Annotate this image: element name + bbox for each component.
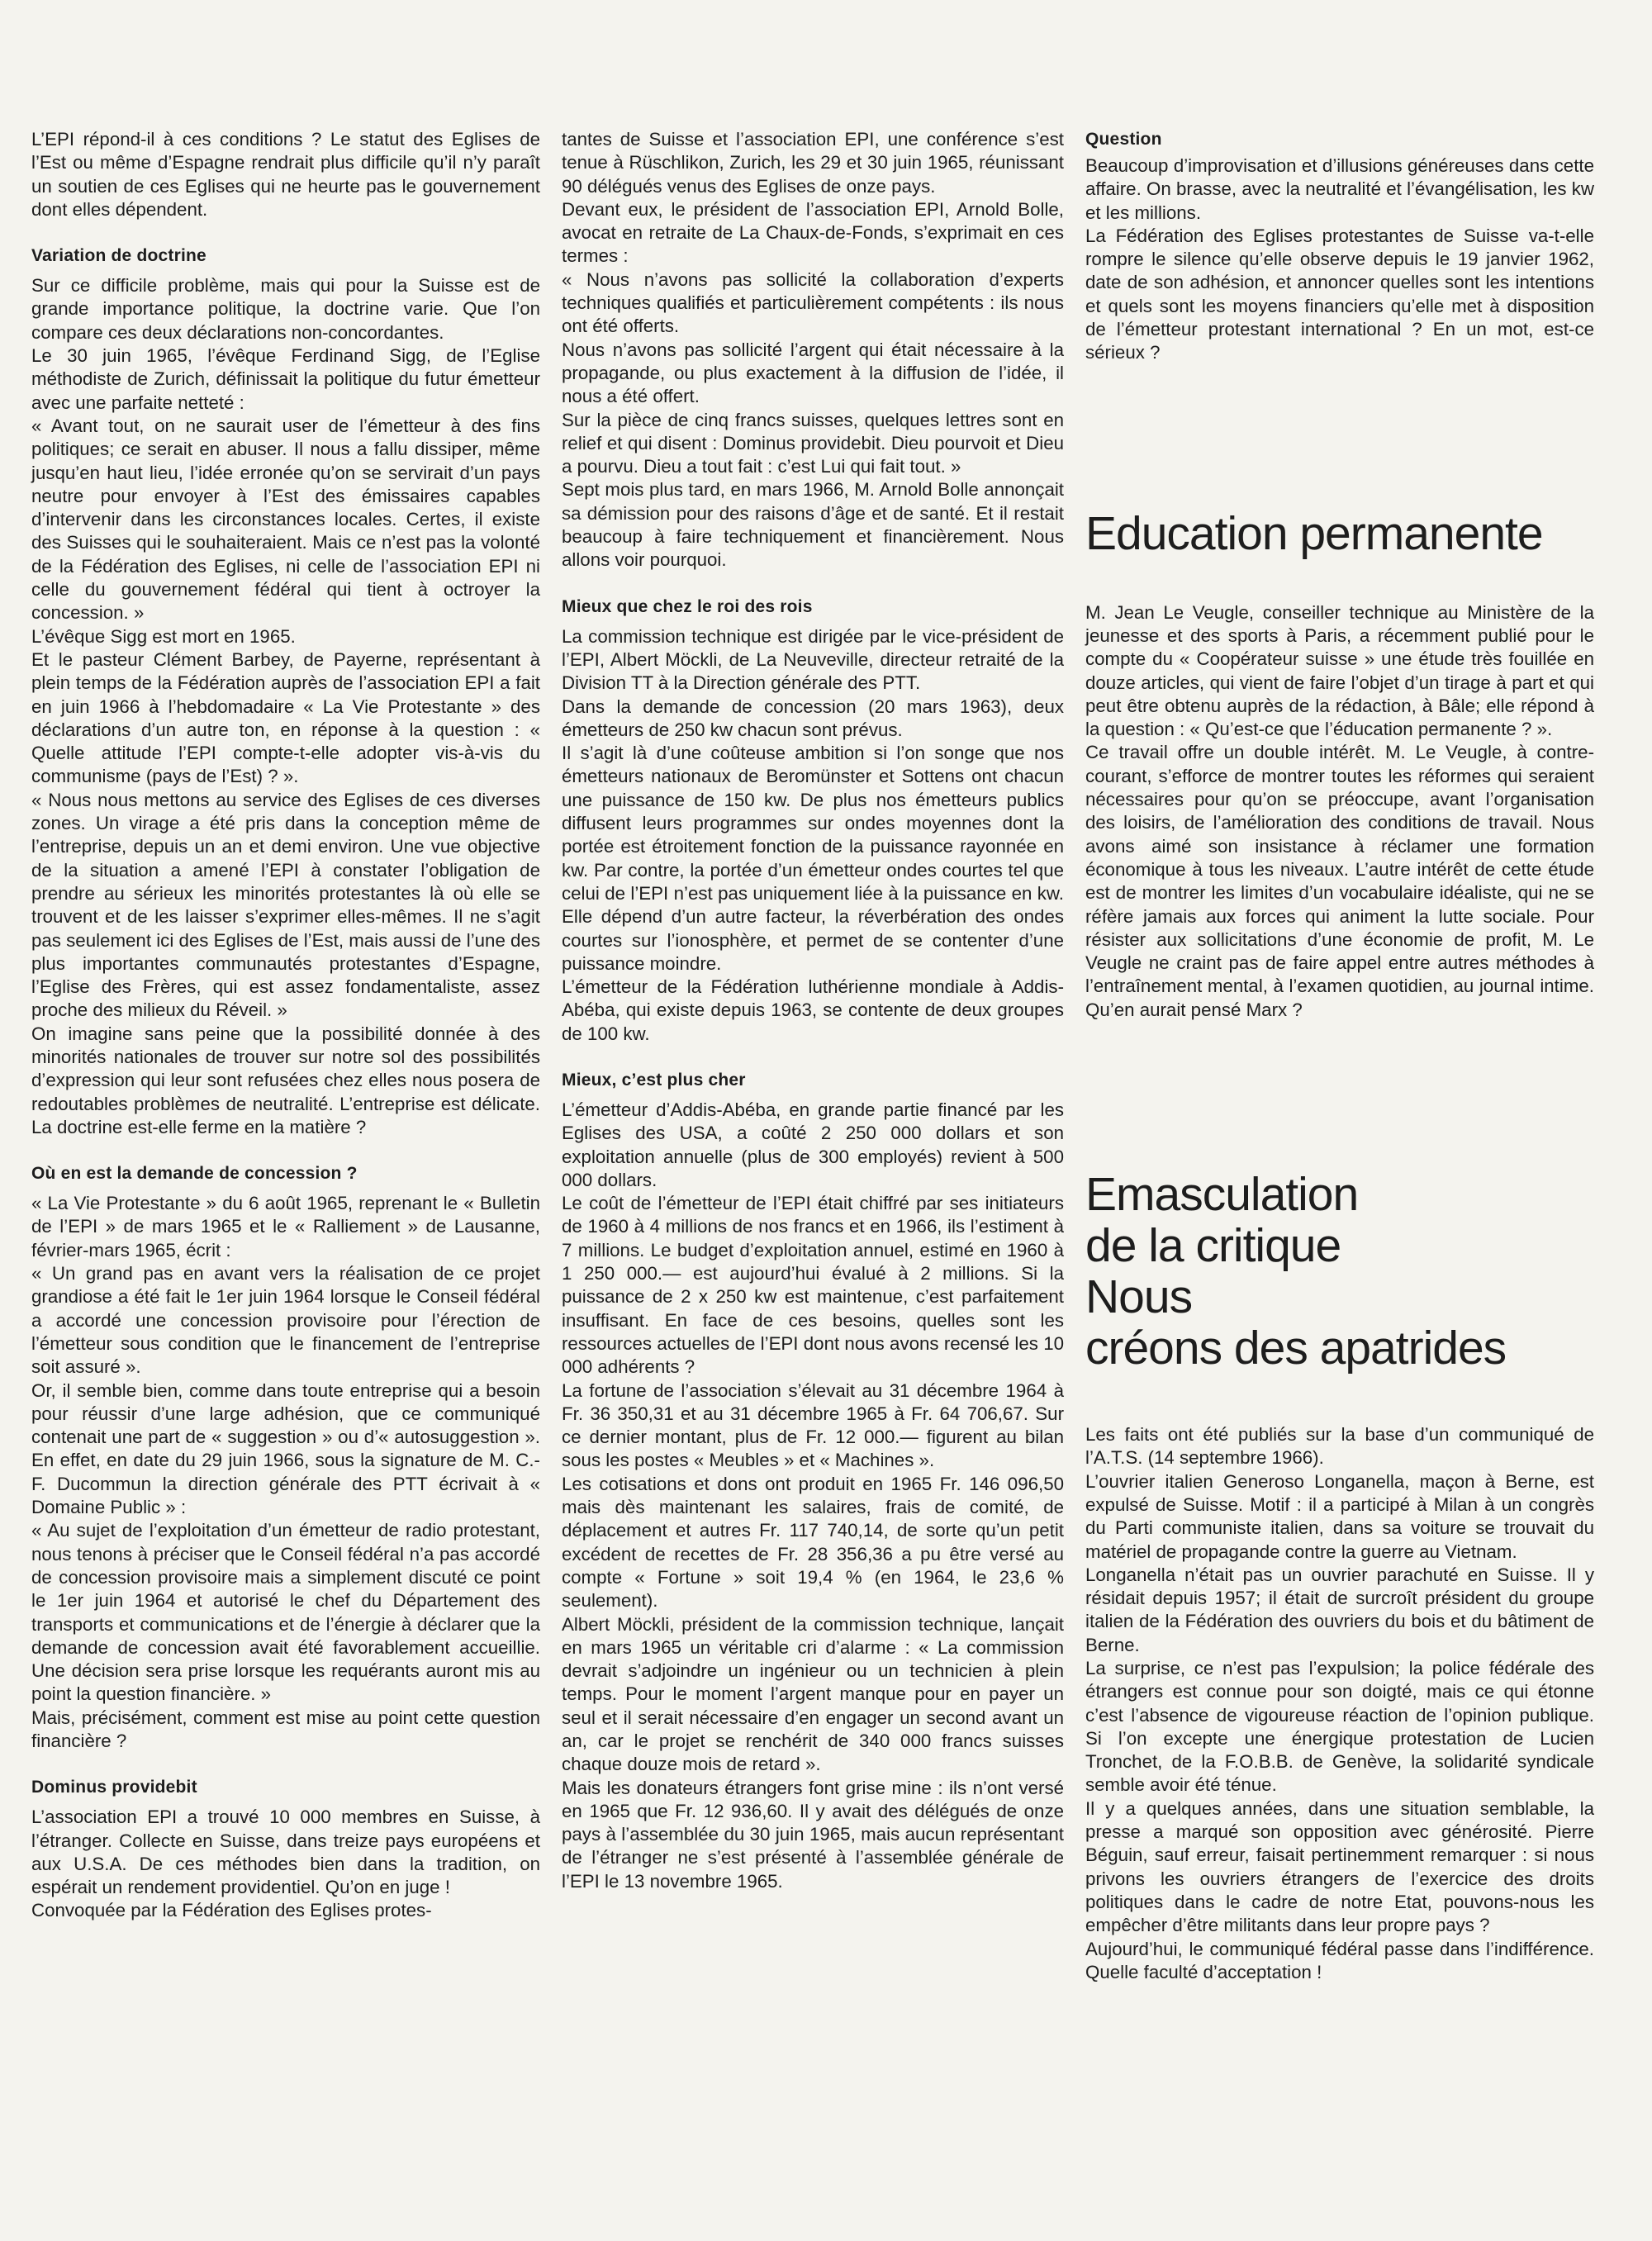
paragraph: Mais, précisément, comment est mise au point cette question financière ? (31, 1707, 540, 1751)
paragraph: Ce travail offre un double intérêt. M. Le Veugle, à contre-courant, s’efforce de montrer toutes les réformes qui seraient nécessaires pour qu’on se préoccupe, avant l’organisation des loisirs, de l’amélioration des conditions de travail. Nous avons aimé son insistance à réclamer une formation économique à tous les niveaux. L’autre intérêt de cette étude est de montrer les limites d’un vocabulaire idéaliste, qui ne se réfère jamais aux forces qui animent la lutte sociale. Pour résister aux sollicitations d’une économie de profit, M. Le Veugle ne craint pas de faire appel entre autres méthodes à l’entraînement mental, à l’examen quotidien, au journal intime. Qu’en aurait pensé Marx ? (1085, 742, 1594, 1020)
paragraph: L’EPI répond-il à ces conditions ? Le statut des Eglises de l’Est ou même d’Espagne rendrait plus difficile qu’il n’y paraît un soutien de ces Eglises qui ne heurte pas le gouvernement dont elles dépendent. (31, 129, 540, 220)
paragraph: « La Vie Protestante » du 6 août 1965, reprenant le « Bulletin de l’EPI » de mars 1965 et le « Ralliement » de Lausanne, février-mars 1965, écrit : (31, 1193, 540, 1261)
paragraph: Sur ce difficile problème, mais qui pour la Suisse est de grande importance politique, la doctrine varie. Que l’on compare ces deux déclarations non-concordantes. (31, 275, 540, 343)
section-subheading: Dominus providebit (31, 1778, 197, 1797)
headline-line: créons des apatrides (1085, 1322, 1507, 1375)
paragraph: « Un grand pas en avant vers la réalisation de ce projet grandiose a été fait le 1er juin 1964 lorsque le Conseil fédéral a accordé une concession provisoire pour l’érection de l’émetteur sous condition que le financement de l’entreprise soit assuré ». (31, 1263, 540, 1378)
paragraph: Albert Möckli, président de la commission technique, lançait en mars 1965 un véritable cri d’alarme : « La commission devrait s’adjoindre un ingénieur ou un technicien à plein temps. Pour le moment l’argent manque pour en payer un seul et il serait nécessaire d’en engager un second avant un an, car le projet se renchérit de 340 000 francs suisses chaque douze mois de retard ». (562, 1613, 1064, 1775)
column-middle (562, 128, 1064, 1893)
paragraph: Les faits ont été publiés sur la base d’un communiqué de l’A.T.S. (14 septembre 1966). (1085, 1424, 1594, 1469)
paragraph: L’émetteur d’Addis-Abéba, en grande partie financé par les Eglises des USA, a coûté 2 250 000 dollars et son exploitation annuelle (plus de 300 employés) revient à 500 000 dollars. (562, 1099, 1064, 1190)
paragraph: L’association EPI a trouvé 10 000 membres en Suisse, à l’étranger. Collecte en Suisse, dans treize pays européens et aux U.S.A. De ces méthodes bien dans la tradition, on espérait un rendement providentiel. Qu’on en juge ! (31, 1807, 540, 1898)
paragraph: On imagine sans peine que la possibilité donnée à des minorités nationales de trouver sur notre sol des possibilités d’expression qui leur sont refusées chez elles nous posera de redoutables problèmes de neutralité. L’entreprise est délicate. La doctrine est-elle ferme en la matière ? (31, 1023, 540, 1137)
section-subheading: Mieux, c’est plus cher (562, 1070, 746, 1090)
paragraph: Mais les donateurs étrangers font grise mine : ils n’ont versé en 1965 que Fr. 12 936,60. Il y avait des délégués de onze pays à l’assemblée du 30 juin 1965, mais aucun représentant de l’étranger ne s’est présenté à l’assemblée générale de l’EPI le 13 novembre 1965. (562, 1777, 1064, 1892)
paragraph: L’ouvrier italien Generoso Longanella, maçon à Berne, est expulsé de Suisse. Motif : il a participé à Milan à un congrès du Parti communiste italien, dans sa voiture se trouvait du matériel de propagande contre la guerre au Vietnam. (1085, 1470, 1594, 1562)
section-subheading: Où en est la demande de concession ? (31, 1164, 358, 1184)
paragraph: « Avant tout, on ne saurait user de l’émetteur à des fins politiques; ce serait en abuser. Il nous a fallu dissiper, même jusqu’en haut lieu, l’idée erronée qu’on se servirait d’un pays neutre pour envoyer à l’Est des émissaires capables d’intervenir dans les circonstances locales. Certes, il existe des Suisses qui le souhaiteraient. Mais ce n’est pas la volonté de la Fédération des Eglises, ni celle de l’association EPI ni celle du gouvernement fédéral qui tient à octroyer la concession. » (31, 415, 540, 624)
section-subheading: Question (1085, 130, 1162, 149)
paragraph: Devant eux, le président de l’association EPI, Arnold Bolle, avocat en retraite de La Chaux-de-Fonds, s’exprimait en ces termes : (562, 198, 1064, 267)
paragraph: Or, il semble bien, comme dans toute entreprise qui a besoin pour réussir d’une large adhésion, que ce communiqué contenait une part de « suggestion » ou d’« autosuggestion ». En effet, en date du 29 juin 1966, sous la signature de M. C.-F. Ducommun la direction générale des PTT écrivait à « Domaine Public » : (31, 1379, 540, 1518)
headline-line: Nous (1085, 1270, 1193, 1324)
paragraph: Le 30 juin 1965, l’évêque Ferdinand Sigg, de l’Eglise méthodiste de Zurich, définissait la politique du futur émetteur avec une parfaite netteté : (31, 345, 540, 413)
paragraph: « Au sujet de l’exploitation d’un émetteur de radio protestant, nous tenons à préciser que le Conseil fédéral n’a pas accordé de concession provisoire mais a simplement discuté ce point le 1er juin 1964 et autorisé le chef du Département des transports et communications et de l’énergie à déclarer que la demande de concession avait été favorablement accueillie. Une décision sera prise lorsque les requérants auront mis au point la question financière. » (31, 1520, 540, 1705)
paragraph: « Nous n’avons pas sollicité la collaboration d’experts techniques qualifiés et particulièrement compétents : ils nous ont été offerts. (562, 268, 1064, 337)
article-headline: Education permanente (1085, 506, 1543, 560)
paragraph: Les cotisations et dons ont produit en 1965 Fr. 146 096,50 mais dès maintenant les salaires, frais de comité, de déplacement et autres Fr. 117 740,14, de sorte qu’un petit excédent de recettes de Fr. 28 356,36 a pu être versé au compte « Fortune » soit 19,4 % (en 1964, le 23,6 % seulement). (562, 1473, 1064, 1612)
article-headline (1085, 1169, 1594, 1374)
paragraph: Beaucoup d’improvisation et d’illusions généreuses dans cette affaire. On brasse, avec la neutralité et l’évangélisation, les kw et les millions. (1085, 155, 1594, 223)
section-subheading: Variation de doctrine (31, 246, 206, 266)
paragraph: Dans la demande de concession (20 mars 1963), deux émetteurs de 250 kw chacun sont prévus. (562, 696, 1064, 740)
paragraph: La Fédération des Eglises protestantes de Suisse va-t-elle rompre le silence qu’elle observe depuis le 19 janvier 1962, date de son adhésion, et annoncer quelles sont les intentions et quels sont les moyens financiers qu’elle met à disposition de l’émetteur protestant international ? En un mot, est-ce sérieux ? (1085, 225, 1594, 363)
paragraph: Aujourd’hui, le communiqué fédéral passe dans l’indifférence. Quelle faculté d’acceptation ! (1085, 1938, 1594, 1982)
paragraph: M. Jean Le Veugle, conseiller technique au Ministère de la jeunesse et des sports à Paris, a récemment publié pour le compte du « Coopérateur suisse » une étude très fouillée en douze articles, qui vient de faire l’objet d’un tirage à part et qui peut être obtenu auprès de la rédaction, à Bâle; elle répond à la question : « Qu’est-ce que l’éducation permanente ? ». (1085, 601, 1594, 740)
paragraph: Sur la pièce de cinq francs suisses, quelques lettres sont en relief et qui disent : Dominus providebit. Dieu pourvoit et Dieu a pourvu. Dieu a tout fait : c’est Lui qui fait tout. » (562, 409, 1064, 477)
headline-line: de la critique (1085, 1219, 1341, 1273)
column-left (31, 128, 540, 1923)
paragraph: Nous n’avons pas sollicité l’argent qui était nécessaire à la propagande, ou plus exactement à la diffusion de l’idée, il nous a été offert. (562, 339, 1064, 407)
column-right (1085, 128, 1594, 1984)
paragraph: Sept mois plus tard, en mars 1966, M. Arnold Bolle annonçait sa démission pour des raisons d’âge et de santé. Et il restait beaucoup à faire techniquement et financièrement. Nous allons voir pourquoi. (562, 479, 1064, 571)
paragraph: Le coût de l’émetteur de l’EPI était chiffré par ses initiateurs de 1960 à 4 millions de nos francs et en 1966, ils l’estiment à 7 millions. Le budget d’exploitation annuel, estimé en 1960 à 1 250 000.— est aujourd’hui évalué à 2 millions. Si la puissance de 2 x 250 kw est maintenue, c’est parfaitement insuffisant. En face de ces besoins, quelles sont les ressources actuelles de l’EPI dont nous avons recensé les 10 000 adhérents ? (562, 1193, 1064, 1378)
paragraph: Longanella n’était pas un ouvrier parachuté en Suisse. Il y résidait depuis 1957; il était de surcroît président du groupe italien de la Fédération des ouvriers du bois et du bâtiment de Berne. (1085, 1564, 1594, 1655)
paragraph: Et le pasteur Clément Barbey, de Payerne, représentant à plein temps de la Fédération auprès de l’association EPI a fait en juin 1966 à l’hebdomadaire « La Vie Protestante » des déclarations d’un autre ton, en réponse à la question : « Quelle attitude l’EPI compte-t-elle adopter vis-à-vis du communisme (pays de l’Est) ? ». (31, 648, 540, 787)
paragraph: La fortune de l’association s’élevait au 31 décembre 1964 à Fr. 36 350,31 et au 31 décembre 1965 à Fr. 64 706,67. Sur ce dernier montant, plus de Fr. 12 000.— figurent au bilan sous les postes « Meubles » et « Machines ». (562, 1379, 1064, 1471)
paragraph: Il s’agit là d’une coûteuse ambition si l’on songe que nos émetteurs nationaux de Beromünster et Sottens ont chacun une puissance de 150 kw. De plus nos émetteurs publics diffusent leurs programmes sur ondes moyennes dont la portée est étroitement fonction de la puissance rayonnée en kw. Par contre, la portée d’un émetteur ondes courtes tel que celui de l’EPI n’est pas uniquement liée à la puissance en kw. Elle dépend d’un autre facteur, la réverbération des ondes courtes sur l’ionosphère, et permet de se contenter d’une puissance moindre. (562, 743, 1064, 974)
headline-line: Emasculation (1085, 1168, 1359, 1222)
paragraph: tantes de Suisse et l’association EPI, une conférence s’est tenue à Rüschlikon, Zurich, les 29 et 30 juin 1965, réunissant 90 délégués venus des Eglises de onze pays. (562, 129, 1064, 197)
paragraph: La surprise, ce n’est pas l’expulsion; la police fédérale des étrangers est connue pour son doigté, mais ce qui étonne c’est l’absence de vigoureuse réaction de l’opinion publique. Si l’on excepte une énergique protestation de Lucien Tronchet, de la F.O.B.B. de Genève, la solidarité syndicale semble avoir été ténue. (1085, 1657, 1594, 1796)
paragraph: L’émetteur de la Fédération luthérienne mondiale à Addis-Abéba, qui existe depuis 1963, se contente de deux groupes de 100 kw. (562, 976, 1064, 1044)
paragraph: « Nous nous mettons au service des Eglises de ces diverses zones. Un virage a été pris dans la conception même de l’entreprise, depuis un an et demi environ. Une vue objective de la situation a amené l’EPI à constater l’obligation de prendre au sérieux les minorités protestantes là où elle se trouvent et de les laisser s’exprimer elles-mêmes. Il ne s’agit pas seulement ici des Eglises de l’Est, mais aussi de l’une des plus importantes communautés protestantes d’Espagne, l’Eglise des Frères, qui est assez fondamentaliste, assez proche des milieux du Réveil. » (31, 789, 540, 1021)
paragraph: La commission technique est dirigée par le vice-président de l’EPI, Albert Möckli, de La Neuveville, directeur retraité de la Division TT à la Direction générale des PTT. (562, 625, 1064, 694)
paragraph: Il y a quelques années, dans une situation semblable, la presse a marqué son opposition avec générosité. Pierre Béguin, sauf erreur, faisait pertinemment remarquer : si nous privons les ouvriers étrangers de l’exercice des droits politiques dans le cadre de notre Etat, pouvons-nous les empêcher d’être militants dans leur propre pays ? (1085, 1797, 1594, 1936)
paragraph: L’évêque Sigg est mort en 1965. (31, 625, 296, 647)
paragraph: Convoquée par la Fédération des Eglises protes- (31, 1900, 432, 1921)
section-subheading: Mieux que chez le roi des rois (562, 596, 813, 616)
